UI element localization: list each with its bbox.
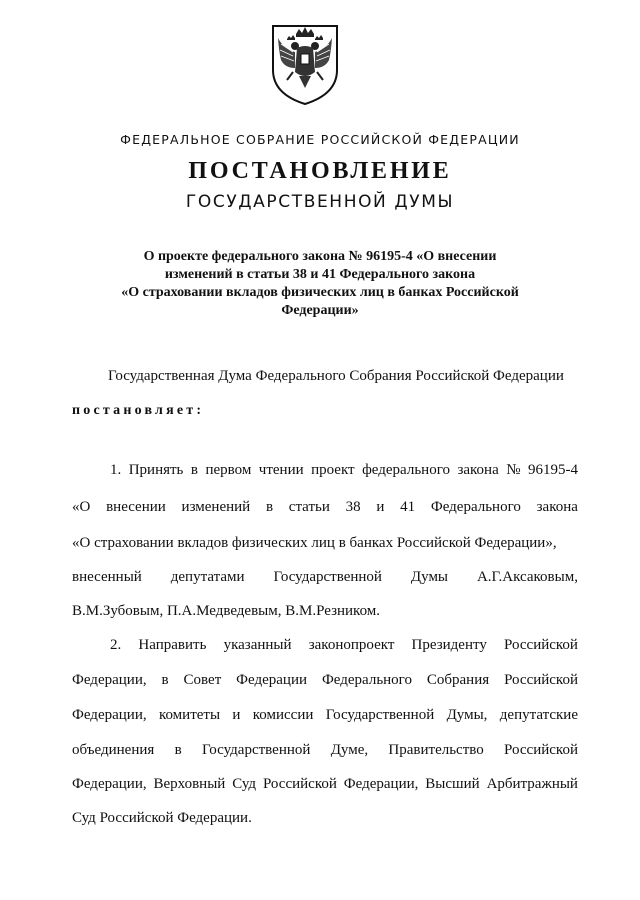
word: Государственной <box>201 742 311 758</box>
word: Российской <box>262 776 337 792</box>
word: в <box>190 462 198 478</box>
word: Суд <box>232 776 257 792</box>
document-issuer-heading: ГОСУДАРСТВЕННОЙ ДУМЫ <box>185 192 455 212</box>
word: Российской <box>504 672 578 688</box>
paragraph-1-line: В.М.Зубовым, П.А.Медведевым, В.М.Резником. <box>72 603 381 619</box>
word: Федерации, <box>343 776 419 792</box>
subject-line: Федерации» <box>281 303 359 318</box>
document-subject <box>80 248 560 320</box>
subject-line: О проекте федерального закона № 96195-4 «О внесении <box>143 249 497 264</box>
word: Правительство <box>388 742 484 758</box>
word: Высший <box>425 776 480 792</box>
word: 41 <box>400 499 416 515</box>
word: статьи <box>288 499 330 515</box>
paragraph-2-line <box>72 705 578 725</box>
word: 96195-4 <box>527 462 578 478</box>
word: проект <box>311 462 355 478</box>
word: внесенный <box>72 569 142 585</box>
word: Думы <box>410 569 449 585</box>
word: Федерации, <box>72 707 147 723</box>
paragraph-1-line <box>110 460 578 480</box>
resolves-verb: постановляет: <box>72 403 205 418</box>
paragraph-1-line: «О страховании вкладов физических лиц в банках Российской Федерации», <box>72 535 557 551</box>
word: депутатами <box>170 569 245 585</box>
word: Государственной <box>273 569 382 585</box>
word: Федерации, <box>72 672 147 688</box>
word: Арбитражный <box>486 776 578 792</box>
word: и <box>376 499 385 515</box>
paragraph-2-line <box>72 670 578 690</box>
word: Собрания <box>426 672 490 688</box>
word: федерального <box>362 462 450 478</box>
paragraph-2-line <box>110 635 578 655</box>
word: в <box>161 672 169 688</box>
word: № <box>506 462 521 478</box>
word: Федерации <box>236 672 308 688</box>
word: изменений <box>181 499 251 515</box>
word: Федерального <box>430 499 521 515</box>
word: в <box>265 499 274 515</box>
word: Российской <box>504 742 578 758</box>
word: А.Г.Аксаковым, <box>476 569 578 585</box>
word: Федерального <box>321 672 412 688</box>
word: законопроект <box>308 637 395 653</box>
word: Российской <box>504 637 578 653</box>
russian-coat-of-arms-emblem-icon <box>269 22 341 106</box>
word: первом <box>205 462 252 478</box>
word: и <box>232 707 241 723</box>
paragraph-1-line <box>72 497 578 517</box>
word: «О <box>72 499 91 515</box>
word: закона <box>536 499 578 515</box>
word: чтении <box>258 462 304 478</box>
preamble: Государственная Дума Федерального Собрания Российской Федерации <box>108 368 564 384</box>
word: Думе, <box>330 742 369 758</box>
word: в <box>174 742 182 758</box>
paragraph-2-line: Суд Российской Федерации. <box>72 810 252 826</box>
word: Федерации, <box>72 776 147 792</box>
word: Направить <box>138 637 207 653</box>
paragraph-2-line <box>72 774 578 794</box>
word: Государственной <box>325 707 435 723</box>
word: 2. <box>110 637 122 653</box>
organization-title: ФЕДЕРАЛЬНОЕ СОБРАНИЕ РОССИЙСКОЙ ФЕДЕРАЦИИ <box>120 132 520 147</box>
subject-line: изменений в статьи 38 и 41 Федерального закона <box>164 267 476 282</box>
word: Думы, <box>446 707 488 723</box>
word: Президенту <box>411 637 487 653</box>
paragraph-2-line <box>72 740 578 760</box>
word: объединения <box>72 742 155 758</box>
paragraph-1-line <box>72 567 578 587</box>
word: 1. <box>110 462 122 478</box>
word: комитеты <box>158 707 221 723</box>
word: депутатские <box>499 707 578 723</box>
word: Принять <box>128 462 184 478</box>
word: комиссии <box>252 707 314 723</box>
word: закона <box>457 462 499 478</box>
word: указанный <box>223 637 292 653</box>
word: 38 <box>345 499 361 515</box>
document-type-heading: ПОСТАНОВЛЕНИЕ <box>188 158 452 184</box>
subject-line: «О страховании вкладов физических лиц в банках Российской <box>121 285 519 300</box>
word: внесении <box>106 499 166 515</box>
word: Верховный <box>153 776 226 792</box>
word: Совет <box>183 672 222 688</box>
